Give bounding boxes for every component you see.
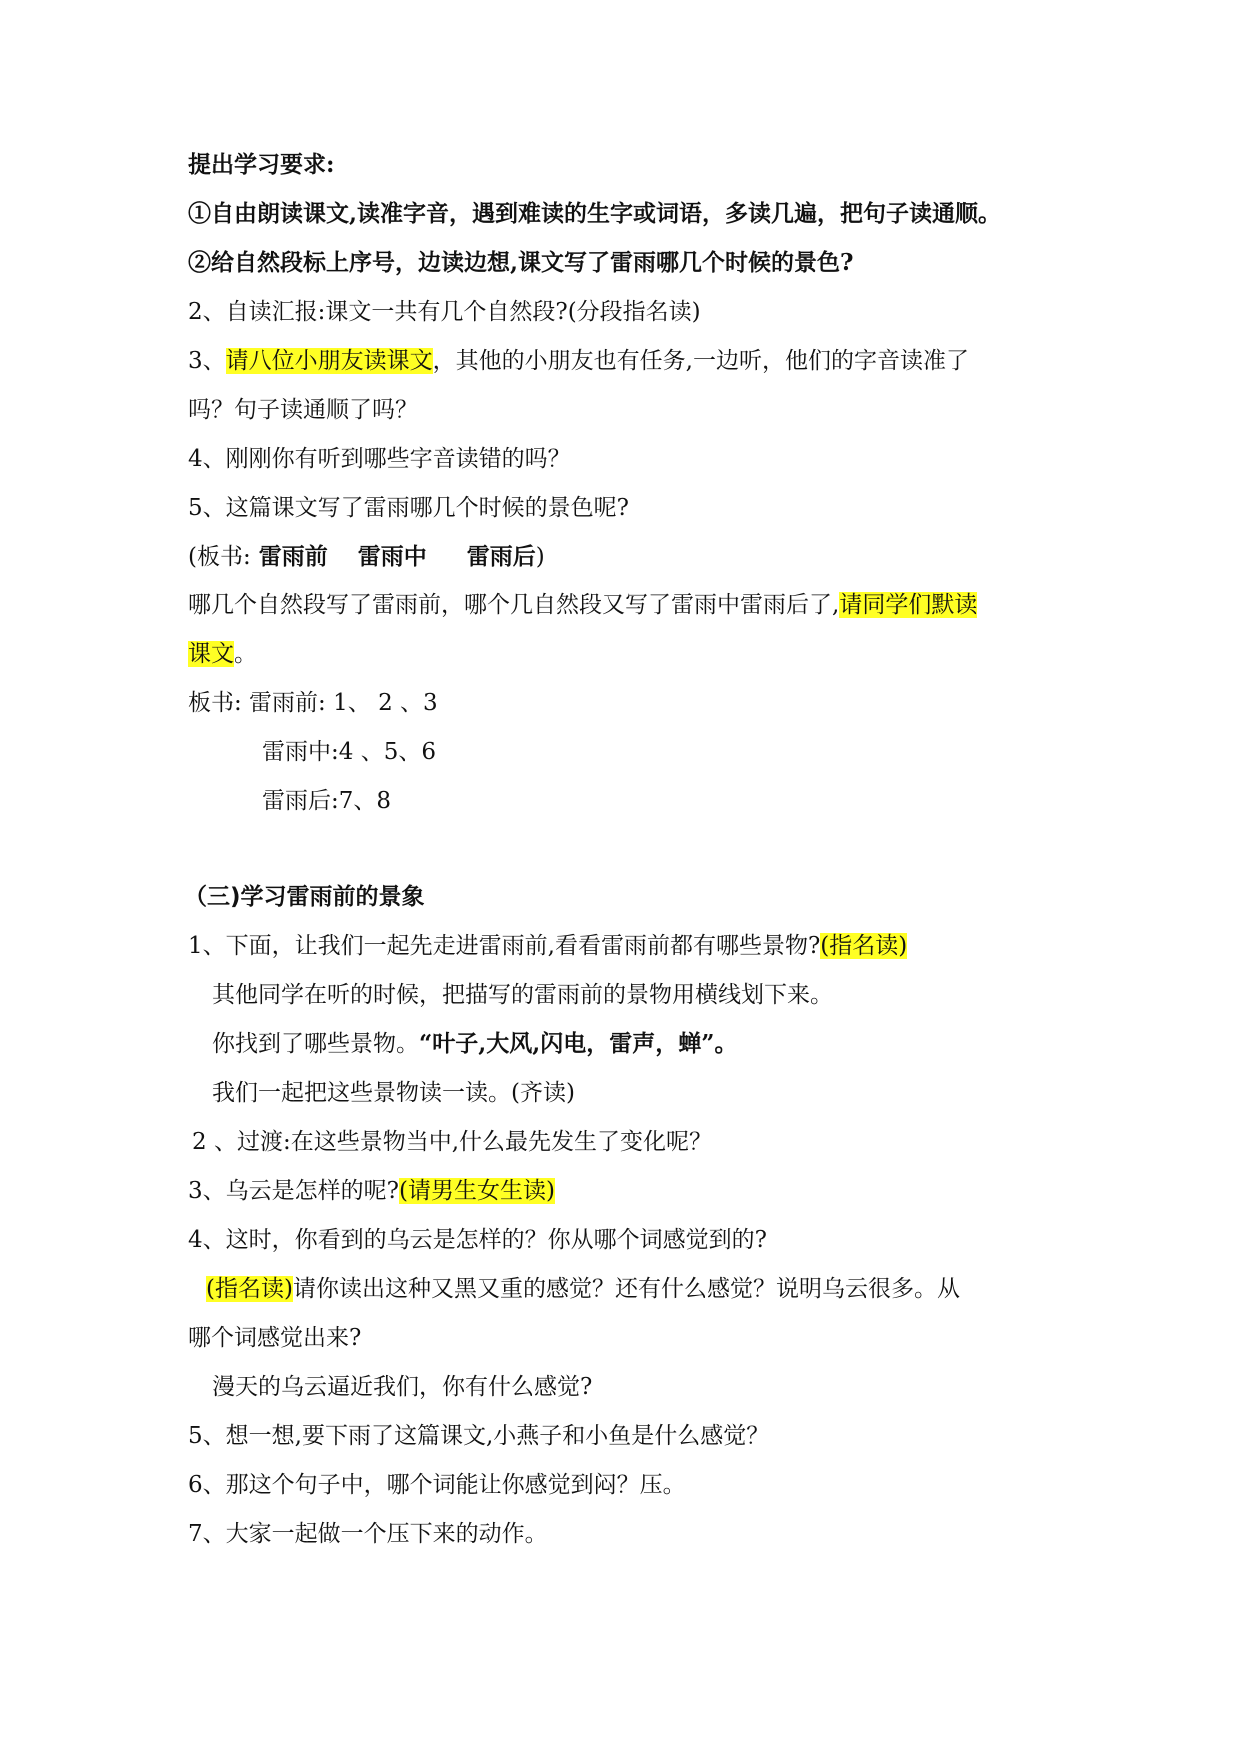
blackboard-note-1: [188, 542, 545, 572]
paragraph-question-continued: [188, 639, 257, 669]
blackboard-during-rain: 雷雨中: [357, 544, 427, 570]
section-3-step-4: 4、这时，你看到的乌云是怎样的？你从哪个词感觉到的?: [188, 1227, 767, 1253]
section-3-step-6: 6、那这个句子中，哪个词能让你感觉到闷？压。: [188, 1472, 686, 1498]
highlight-boys-girls-read: (请男生女生读): [398, 1178, 555, 1204]
section-3-step-1: [188, 931, 907, 961]
step-3-text: ，其他的小朋友也有任务,一边听，他们的字音读准了: [432, 348, 969, 374]
section-3-step-3: [188, 1176, 555, 1206]
blackboard-before-rain: 雷雨前: [258, 544, 328, 570]
scenery-question: 你找到了哪些景物。: [212, 1031, 419, 1057]
highlight-eight-children-read: 请八位小朋友读课文: [225, 348, 433, 374]
requirement-1: ①自由朗读课文,读准字音，遇到难读的生字或词语，多读几遍，把句子读通顺。: [188, 200, 1002, 227]
paragraph-question: [188, 590, 977, 620]
blackboard-prefix: (板书:: [188, 544, 251, 570]
section-3-step-4-detail-text: 请你读出这种又黑又重的感觉？还有什么感觉？说明乌云很多。从: [292, 1276, 960, 1302]
highlight-named-reading-2: (指名读): [206, 1276, 293, 1302]
section-3-step-4-continued: 哪个词感觉出来?: [188, 1325, 362, 1351]
step-2-self-reading: 2、自读汇报:课文一共有几个自然段?(分段指名读): [188, 299, 701, 325]
section-3-step-1-detail: 其他同学在听的时候，把描写的雷雨前的景物用横线划下来。: [212, 982, 833, 1008]
section-3-step-5: 5、想一想,要下雨了这篇课文,小燕子和小鱼是什么感觉？: [188, 1423, 770, 1449]
section-3-step-3-text: 3、乌云是怎样的呢?: [188, 1178, 399, 1204]
blackboard-after-rain: 雷雨后: [466, 544, 536, 570]
requirement-2: ②给自然段标上序号，边读边想,课文写了雷雨哪几个时候的景色?: [188, 249, 854, 276]
blackboard-during-rain-paragraphs: 雷雨中:4 、5、6: [262, 739, 436, 765]
blackboard-suffix: ): [535, 544, 545, 570]
section-3-step-2: 2 、过渡:在这些景物当中,什么最先发生了变化呢？: [192, 1129, 713, 1155]
blackboard-after-rain-paragraphs: 雷雨后:7、8: [262, 788, 392, 814]
step-3-continued: 吗？句子读通顺了吗？: [188, 397, 418, 423]
highlight-silent-read: 请同学们默读: [839, 592, 978, 618]
paragraph-question-text: 哪几个自然段写了雷雨前，哪个几自然段又写了雷雨中雷雨后了,: [188, 592, 840, 618]
scenery-list: “叶子,大风,闪电，雷声，蝉”。: [419, 1030, 738, 1057]
learning-requirements-heading: 提出学习要求:: [188, 151, 335, 178]
section-3-step-4-detail: [206, 1274, 960, 1304]
blackboard-before-rain-paragraphs: 板书: 雷雨前: 1、 2 、3: [188, 690, 438, 716]
highlight-named-reading: (指名读): [820, 933, 908, 959]
read-together: 我们一起把这些景物读一读。(齐读): [212, 1080, 575, 1106]
section-3-heading: （三)学习雷雨前的景象: [184, 884, 425, 910]
period: 。: [234, 641, 257, 667]
step-3-number: 3、: [188, 348, 226, 374]
section-3-step-7: 7、大家一起做一个压下来的动作。: [188, 1521, 548, 1547]
scenery-list-line: [212, 1029, 737, 1059]
section-3-step-1-text: 1、下面，让我们一起先走进雷雨前,看看雷雨前都有哪些景物?: [188, 933, 821, 959]
step-4: 4、刚刚你有听到哪些字音读错的吗？: [188, 446, 571, 472]
step-5: 5、这篇课文写了雷雨哪几个时候的景色呢?: [188, 495, 629, 521]
step-3: [188, 346, 969, 376]
dark-clouds-question: 漫天的乌云逼近我们，你有什么感觉?: [212, 1374, 593, 1400]
highlight-text: 课文: [188, 641, 234, 667]
